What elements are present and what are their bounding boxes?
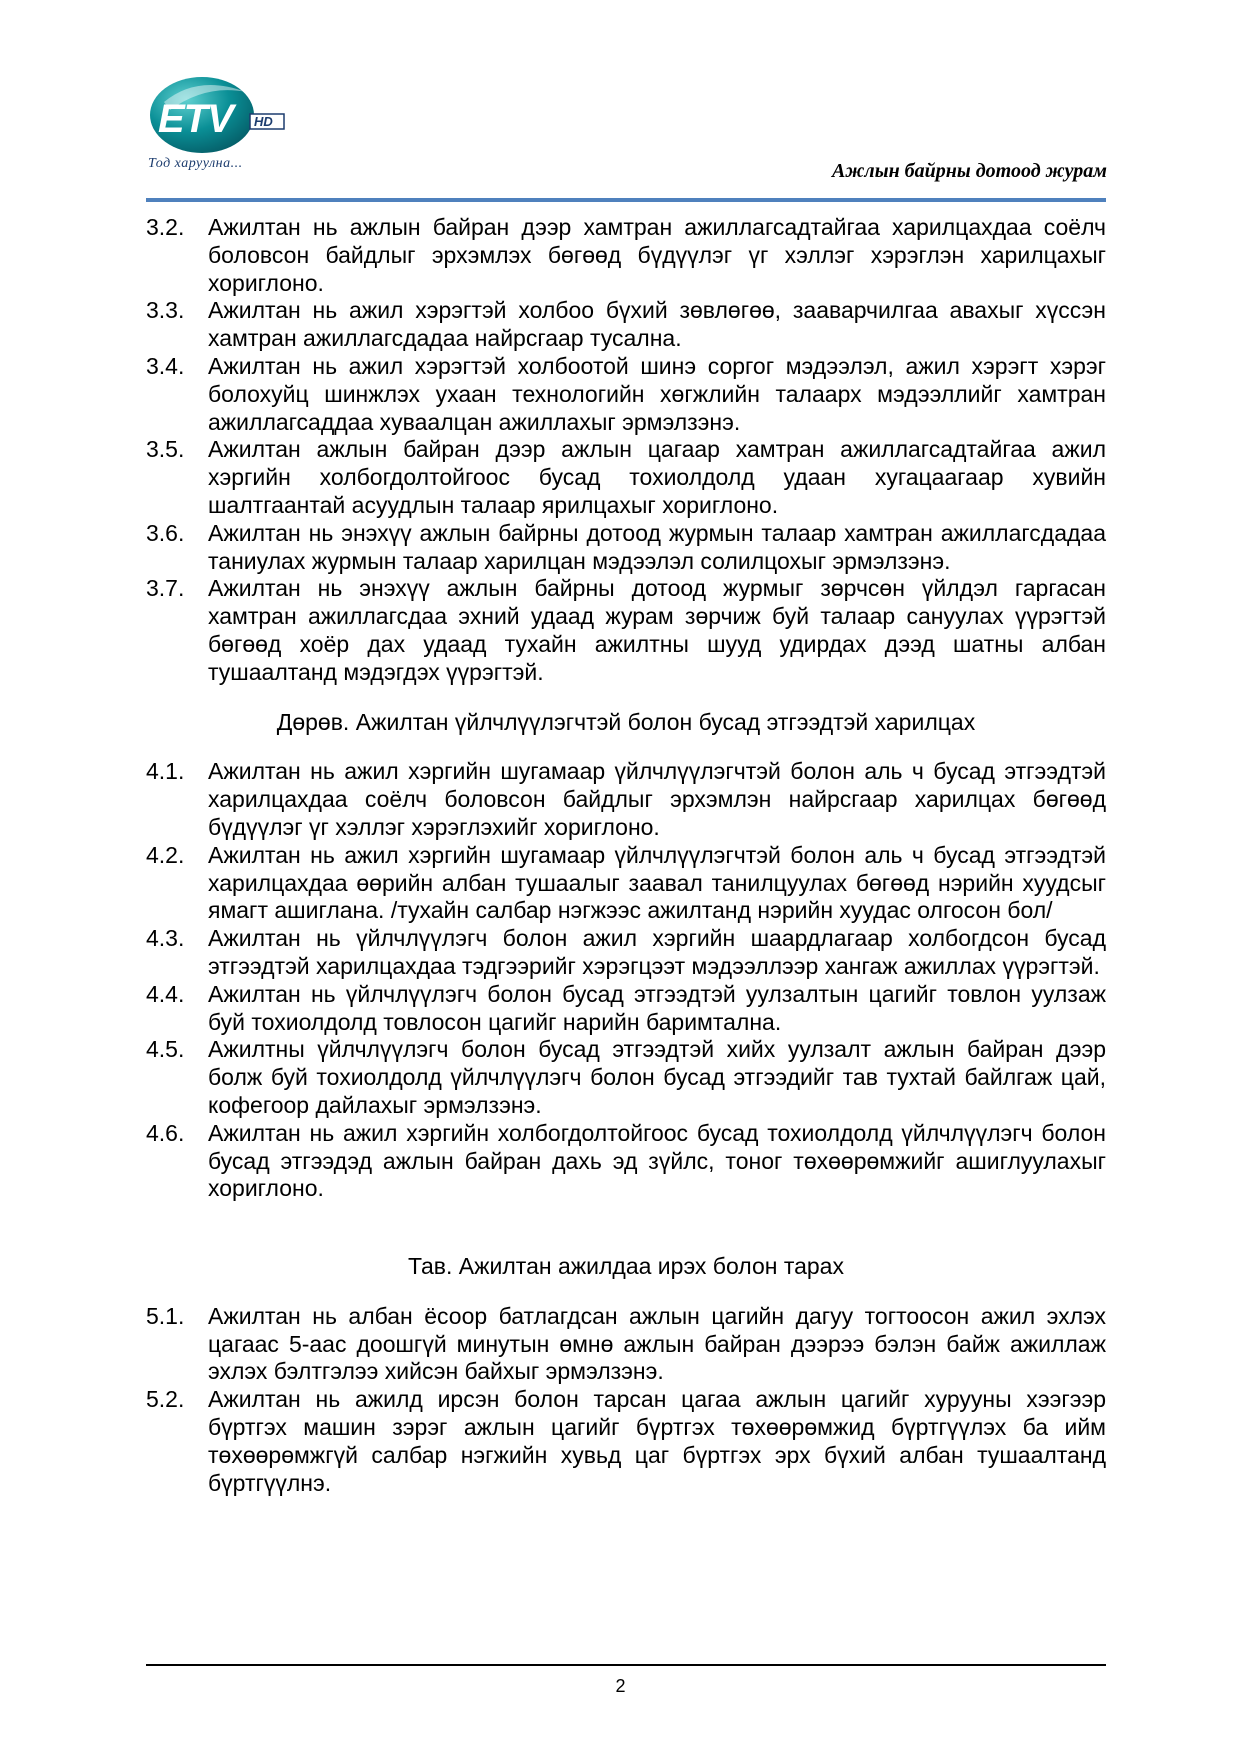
list-item (146, 842, 1106, 925)
item-number: 3.3. (146, 297, 185, 324)
list-item (146, 575, 1106, 686)
list-item (146, 297, 1106, 353)
item-text: Ажилтны үйлчлүүлэгч болон бусад этгээдтэй хийх уулзалт ажлын байран дээр болж буй тохиолдолд үйлчлүүлэгч болон бусад этгээдийг тав тухтай байлгаж цай, кофегоор дайлахыг эрмэлзэнэ. (208, 1036, 1106, 1118)
logo-badge: HD (254, 114, 273, 129)
item-number: 3.4. (146, 352, 185, 379)
list-item (146, 1036, 1106, 1119)
list-item (146, 758, 1106, 841)
list-item (146, 436, 1106, 519)
footer-divider (146, 1664, 1106, 1666)
logo-tagline: Тод харуулна... (148, 156, 243, 171)
item-text: Ажилтан нь ажил хэрэгтэй холбоо бүхий зөвлөгөө, зааварчилгаа авахыг хүссэн хамтран ажиллагсдадаа найрсгаар тусална. (208, 297, 1106, 352)
item-number: 4.2. (146, 841, 185, 868)
list-item (146, 1386, 1106, 1497)
item-number: 3.5. (146, 436, 185, 463)
list-item (146, 520, 1106, 576)
item-text: Ажилтан нь ажил хэргийн холбогдолтойгоос бусад тохиолдолд үйлчлүүлэгч болон бусад этгээдэд ажлын байран дахь эд зүйлс, тоног төхөөрөмжийг ашиглуулахыг хориглоно. (208, 1119, 1106, 1202)
document-header-title: Ажлын байрны дотоод журам (832, 160, 1107, 182)
page-number: 2 (615, 1676, 626, 1696)
item-number: 5.1. (146, 1302, 185, 1329)
list-item (146, 981, 1106, 1037)
item-text: Ажилтан нь ажлын байран дээр хамтран ажиллагсадтайгаа харилцахдаа соёлч боловсон байдлыг эрхэмлэх бөгөөд бүдүүлэг үг хэллэг хэрэглэн харилцахыг хориглоно. (208, 214, 1106, 296)
item-text: Ажилтан нь албан ёсоор батлагдсан ажлын цагийн дагуу тогтоосон ажил эхлэх цагаас 5-аас доошгүй минутын өмнө ажлын байран дээрээ бэлэн байж ажиллаж эхлэх бэлтгэлээ хийсэн байхыг эрмэлзэнэ. (208, 1302, 1106, 1385)
item-number: 3.7. (146, 575, 185, 602)
item-text: Ажилтан нь үйлчлүүлэгч болон ажил хэргийн шаардлагаар холбогдсон бусад этгээдтэй харилцахдаа тэдгээрийг хэрэгцээт мэдээллээр хангаж ажиллах үүрэгтэй. (208, 925, 1106, 979)
item-text: Ажилтан нь ажил хэргийн шугамаар үйлчлүүлэгчтэй болон аль ч бусад этгээдтэй харилцахдаа соёлч боловсон байдлыг эрхэмлэн найрсгаар харилцах бөгөөд бүдүүлэг үг хэллэг хэрэглэхийг хориглоно. (208, 758, 1106, 840)
item-number: 4.1. (146, 758, 185, 785)
item-number: 4.5. (146, 1036, 185, 1063)
item-text: Ажилтан нь үйлчлүүлэгч болон бусад этгээдтэй уулзалтын цагийг товлон уулзаж буй тохиолдолд товлосон цагийг нарийн баримтална. (208, 980, 1106, 1035)
item-text: Ажилтан нь энэхүү ажлын байрны дотоод журмын талаар хамтран ажиллагсдадаа таниулах журмын талаар харилцан мэдээлэл солилцохыг эрмэлзэнэ. (208, 519, 1106, 574)
section-heading-4: Дөрөв. Ажилтан үйлчлүүлэгчтэй болон бусад этгээдтэй харилцах (276, 708, 976, 735)
list-item (146, 925, 1106, 981)
item-text: Ажилтан нь ажилд ирсэн болон тарсан цагаа ажлын цагийг хурууны хээгээр бүртгэх машин зэрэг ажлын цагийг бүртгэх төхөөрөмжид бүртгүүлэх ба ийм төхөөрөмжгүй салбар нэгжийн хувьд цаг бүртгэх эрх бүхий албан тушаалтанд бүртгүүлнэ. (208, 1386, 1106, 1496)
item-number: 3.6. (146, 519, 185, 546)
logo-text: ETV (158, 97, 233, 141)
document-body (146, 214, 1106, 1497)
list-item (146, 214, 1106, 297)
item-text: Ажилтан ажлын байран дээр ажлын цагаар хамтран ажиллагсадтайгаа ажил хэргийн холбогдолтойгоос бусад тохиолдолд удаан хугацаагаар хувийн шалтгаантай асуудлын талаар ярилцахыг хориглоно. (208, 436, 1106, 518)
list-item (146, 1303, 1106, 1386)
item-number: 4.3. (146, 925, 185, 952)
item-number: 3.2. (146, 214, 185, 240)
item-text: Ажилтан нь ажил хэрэгтэй холбоотой шинэ соргог мэдээлэл, ажил хэрэгт хэрэг болохуйц шинжлэх ухаан технологийн хөгжлийн талаарх мэдээллийг хамтран ажиллагсаддаа хуваалцан ажиллахыг эрмэлзэнэ. (208, 352, 1106, 435)
item-text: Ажилтан нь ажил хэргийн шугамаар үйлчлүүлэгчтэй болон аль ч бусад этгээдтэй харилцахдаа өөрийн албан тушаалыг заавал танилцуулах бөгөөд нэрийн хуудсыг ямагт ашиглана. /тухайн салбар нэгжээс ажилтанд нэрийн хуудас олгосон бол/ (208, 841, 1106, 924)
item-number: 5.2. (146, 1386, 185, 1413)
list-item (146, 1120, 1106, 1203)
section-heading-5: Тав. Ажилтан ажилдаа ирэх болон тарах (408, 1253, 844, 1280)
header-divider (146, 198, 1106, 202)
item-number: 4.6. (146, 1119, 185, 1146)
item-number: 4.4. (146, 980, 185, 1007)
list-item (146, 353, 1106, 436)
item-text: Ажилтан нь энэхүү ажлын байрны дотоод журмыг зөрчсөн үйлдэл гаргасан хамтран ажиллагсдаа эхний удаад журам зөрчиж буй талаар сануулах үүрэгтэй бөгөөд хоёр дах удаад тухайн ажилтны шууд удирдах дээд шатны албан тушаалтанд мэдэгдэх үүрэгтэй. (208, 575, 1106, 685)
